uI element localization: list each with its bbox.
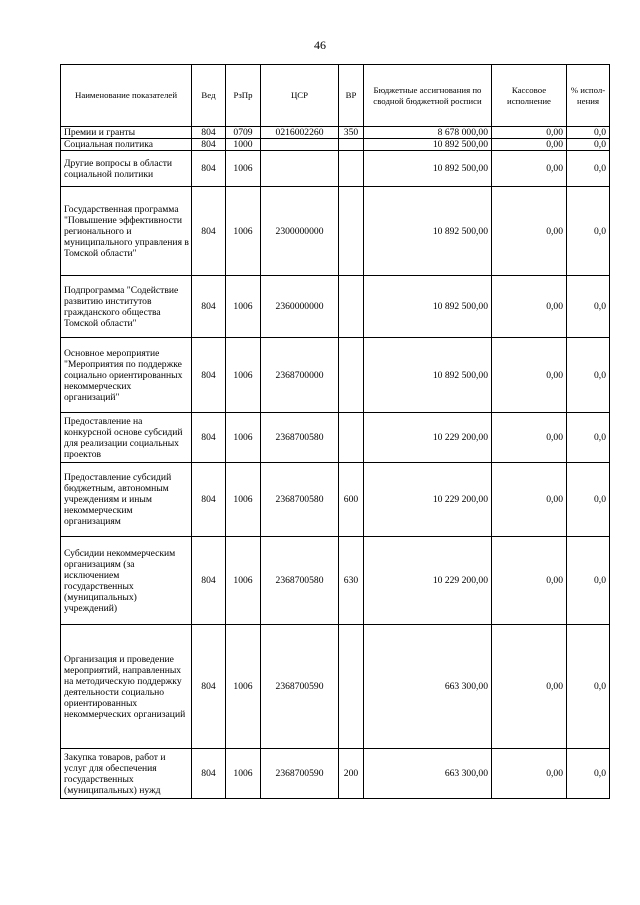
cell-cash: 0,00: [492, 276, 567, 338]
cell-cash: 0,00: [492, 413, 567, 463]
col-header-budget: Бюджетные ассигнования по сводной бюджетной росписи: [364, 65, 492, 127]
table-header-row: [61, 65, 610, 127]
cell-rzpr: 1006: [226, 537, 261, 625]
col-header-vr: ВР: [339, 65, 364, 127]
cell-name: Предоставление на конкурсной основе субсидий для реализации социальных проектов: [61, 413, 192, 463]
table-row: [61, 413, 610, 463]
cell-percent: 0,0: [567, 151, 610, 187]
col-header-csr: ЦСР: [261, 65, 339, 127]
col-header-rzpr: РзПр: [226, 65, 261, 127]
cell-name: Государственная программа "Повышение эффективности регионального и муниципального управления в Томской области": [61, 187, 192, 276]
cell-ved: 804: [192, 338, 226, 413]
cell-name: Субсидии некоммерческим организациям (за исключением государственных (муниципальных) учреждений): [61, 537, 192, 625]
table-row: [61, 151, 610, 187]
cell-csr: 2368700580: [261, 413, 339, 463]
cell-rzpr: 1006: [226, 276, 261, 338]
cell-percent: 0,0: [567, 276, 610, 338]
cell-name: Предоставление субсидий бюджетным, автономным учреждениям и иным некоммерческим организациям: [61, 463, 192, 537]
cell-budget: 663 300,00: [364, 749, 492, 799]
cell-vr: [339, 139, 364, 151]
cell-percent: 0,0: [567, 338, 610, 413]
cell-csr: [261, 151, 339, 187]
cell-rzpr: 1006: [226, 151, 261, 187]
cell-ved: 804: [192, 625, 226, 749]
cell-ved: 804: [192, 127, 226, 139]
table-row: [61, 625, 610, 749]
cell-percent: 0,0: [567, 625, 610, 749]
cell-rzpr: 0709: [226, 127, 261, 139]
table-row: [61, 537, 610, 625]
cell-ved: 804: [192, 139, 226, 151]
cell-csr: 2360000000: [261, 276, 339, 338]
cell-csr: 2368700580: [261, 463, 339, 537]
cell-percent: 0,0: [567, 127, 610, 139]
cell-ved: 804: [192, 537, 226, 625]
cell-vr: [339, 338, 364, 413]
cell-name: Организация и проведение мероприятий, направленных на методическую поддержку деятельности социально ориентированных некоммерческих организаций: [61, 625, 192, 749]
cell-cash: 0,00: [492, 625, 567, 749]
cell-budget: 8 678 000,00: [364, 127, 492, 139]
table-row: [61, 338, 610, 413]
cell-rzpr: 1006: [226, 187, 261, 276]
cell-vr: 630: [339, 537, 364, 625]
cell-cash: 0,00: [492, 537, 567, 625]
cell-csr: [261, 139, 339, 151]
cell-rzpr: 1006: [226, 463, 261, 537]
cell-cash: 0,00: [492, 463, 567, 537]
cell-rzpr: 1006: [226, 625, 261, 749]
cell-name: Социальная политика: [61, 139, 192, 151]
cell-csr: 2368700000: [261, 338, 339, 413]
cell-ved: 804: [192, 151, 226, 187]
cell-vr: [339, 413, 364, 463]
cell-percent: 0,0: [567, 413, 610, 463]
cell-rzpr: 1006: [226, 413, 261, 463]
table-row: [61, 139, 610, 151]
cell-cash: 0,00: [492, 338, 567, 413]
cell-budget: 10 892 500,00: [364, 338, 492, 413]
cell-vr: [339, 276, 364, 338]
cell-percent: 0,0: [567, 537, 610, 625]
cell-ved: 804: [192, 749, 226, 799]
cell-budget: 10 892 500,00: [364, 276, 492, 338]
cell-ved: 804: [192, 413, 226, 463]
cell-budget: 10 229 200,00: [364, 413, 492, 463]
cell-budget: 10 229 200,00: [364, 537, 492, 625]
cell-vr: 200: [339, 749, 364, 799]
cell-vr: [339, 625, 364, 749]
col-header-cash: Кассовое исполнение: [492, 65, 567, 127]
table-row: [61, 749, 610, 799]
cell-percent: 0,0: [567, 463, 610, 537]
cell-ved: 804: [192, 463, 226, 537]
cell-ved: 804: [192, 276, 226, 338]
table-row: [61, 463, 610, 537]
cell-vr: 600: [339, 463, 364, 537]
budget-execution-table: [60, 64, 610, 799]
cell-csr: 2368700580: [261, 537, 339, 625]
cell-csr: 2368700590: [261, 749, 339, 799]
cell-csr: 0216002260: [261, 127, 339, 139]
cell-name: Другие вопросы в области социальной политики: [61, 151, 192, 187]
cell-cash: 0,00: [492, 127, 567, 139]
cell-budget: 10 892 500,00: [364, 187, 492, 276]
table-row: [61, 127, 610, 139]
col-header-ved: Вед: [192, 65, 226, 127]
cell-cash: 0,00: [492, 139, 567, 151]
cell-rzpr: 1000: [226, 139, 261, 151]
cell-budget: 663 300,00: [364, 625, 492, 749]
cell-name: Премии и гранты: [61, 127, 192, 139]
cell-rzpr: 1006: [226, 749, 261, 799]
table-row: [61, 187, 610, 276]
cell-cash: 0,00: [492, 151, 567, 187]
cell-percent: 0,0: [567, 749, 610, 799]
cell-cash: 0,00: [492, 749, 567, 799]
cell-name: Основное мероприятие "Мероприятия по поддержке социально ориентированных некоммерческих организаций": [61, 338, 192, 413]
col-header-name: Наименование показателей: [61, 65, 192, 127]
cell-percent: 0,0: [567, 139, 610, 151]
cell-ved: 804: [192, 187, 226, 276]
cell-vr: [339, 151, 364, 187]
cell-vr: [339, 187, 364, 276]
cell-csr: 2300000000: [261, 187, 339, 276]
cell-budget: 10 892 500,00: [364, 151, 492, 187]
cell-percent: 0,0: [567, 187, 610, 276]
page-number: 46: [314, 38, 326, 52]
cell-vr: 350: [339, 127, 364, 139]
cell-name: Подпрограмма "Содействие развитию институтов гражданского общества Томской области": [61, 276, 192, 338]
col-header-percent: % испол- нения: [567, 65, 610, 127]
cell-rzpr: 1006: [226, 338, 261, 413]
table-row: [61, 276, 610, 338]
cell-cash: 0,00: [492, 187, 567, 276]
cell-budget: 10 892 500,00: [364, 139, 492, 151]
cell-budget: 10 229 200,00: [364, 463, 492, 537]
cell-csr: 2368700590: [261, 625, 339, 749]
cell-name: Закупка товаров, работ и услуг для обеспечения государственных (муниципальных) нужд: [61, 749, 192, 799]
